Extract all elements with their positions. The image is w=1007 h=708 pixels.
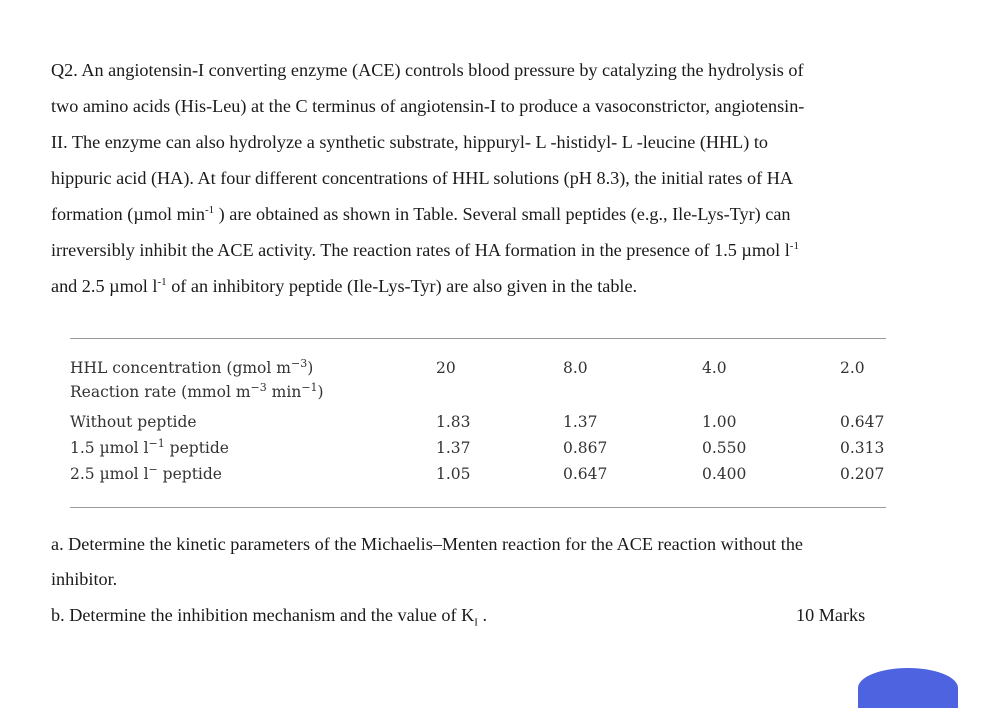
row-label bbox=[70, 413, 197, 431]
table-cell: 1.00 bbox=[702, 413, 737, 431]
table-cell: 1.83 bbox=[436, 413, 471, 431]
intro-line-6 bbox=[51, 232, 922, 268]
question-b-sub: I bbox=[474, 616, 478, 629]
table-row bbox=[70, 436, 886, 463]
header-label-a: HHL concentration (gmol m bbox=[70, 359, 291, 377]
data-table bbox=[70, 338, 886, 508]
table-cell: 1.37 bbox=[436, 439, 471, 457]
header-label bbox=[70, 356, 314, 377]
conc-cell: 2.0 bbox=[840, 359, 865, 377]
rate-label-a: Reaction rate (mmol m bbox=[70, 383, 251, 401]
question-b-end: . bbox=[477, 605, 488, 625]
table-row bbox=[70, 413, 886, 437]
row-label bbox=[70, 436, 229, 457]
table-cell: 0.647 bbox=[840, 413, 885, 431]
intro-line-7-a: and 2.5 µmol l bbox=[51, 276, 158, 296]
intro-line-6-sup: -1 bbox=[789, 239, 799, 252]
row-label-sup: − bbox=[148, 462, 158, 476]
marks-label: 10 Marks bbox=[796, 605, 866, 625]
question-a-line-1: a. Determine the kinetic parameters of the Michaelis–Menten reaction for the ACE reaction without the bbox=[51, 534, 803, 554]
floating-action-button[interactable] bbox=[858, 668, 958, 708]
row-label-b: peptide bbox=[164, 439, 229, 457]
rate-label-sup2: −1 bbox=[301, 380, 318, 394]
intro-line-2: two amino acids (His-Leu) at the C terminus of angiotensin-I to produce a vasoconstrictor, angiotensin- bbox=[51, 96, 805, 116]
intro-line-6-a: irreversibly inhibit the ACE activity. The reaction rates of HA formation in the presence of 1.5 µmol l bbox=[51, 240, 790, 260]
header-label-sup: −3 bbox=[290, 356, 308, 370]
rate-label-c: ) bbox=[317, 383, 324, 401]
header-label-b: ) bbox=[307, 359, 314, 377]
intro-line-4: hippuric acid (HA). At four different concentrations of HHL solutions (pH 8.3), the initial rates of HA bbox=[51, 168, 793, 188]
row-label-a: 2.5 µmol l bbox=[70, 465, 149, 483]
question-intro bbox=[51, 52, 922, 304]
table-cell: 0.207 bbox=[840, 465, 885, 483]
intro-line-5-sup: -1 bbox=[204, 203, 215, 216]
table-cell: 0.400 bbox=[702, 465, 747, 483]
row-label bbox=[70, 462, 222, 483]
table-cell: 1.05 bbox=[436, 465, 471, 483]
row-label-a: Without peptide bbox=[70, 413, 197, 431]
question-b-text: b. Determine the inhibition mechanism and the value of K bbox=[51, 605, 475, 625]
question-a-line-2: inhibitor. bbox=[51, 569, 118, 589]
table-cell: 0.313 bbox=[840, 439, 885, 457]
intro-line-5 bbox=[51, 196, 922, 232]
rate-label-row bbox=[70, 380, 886, 407]
question-b bbox=[51, 605, 487, 629]
conc-cell: 20 bbox=[436, 359, 456, 377]
conc-cell: 8.0 bbox=[563, 359, 588, 377]
intro-line-3: II. The enzyme can also hydrolyze a synthetic substrate, hippuryl- L -histidyl- L -leucine (HHL) to bbox=[51, 132, 769, 152]
row-label-b: peptide bbox=[157, 465, 222, 483]
intro-line-5-b: ) are obtained as shown in Table. Several small peptides (e.g., Ile-Lys-Tyr) can bbox=[214, 204, 791, 224]
table-cell: 0.550 bbox=[702, 439, 747, 457]
intro-line-7-sup: -1 bbox=[157, 275, 167, 288]
rate-label-sup1: −3 bbox=[250, 380, 267, 394]
table-cell: 0.867 bbox=[563, 439, 608, 457]
row-label-sup: −1 bbox=[148, 436, 165, 450]
conc-cell: 4.0 bbox=[702, 359, 727, 377]
intro-line-1: Q2. An angiotensin-I converting enzyme (ACE) controls blood pressure by catalyzing the hydrolysis of bbox=[51, 60, 804, 80]
table-row bbox=[70, 462, 886, 489]
table-header-row bbox=[70, 356, 886, 383]
row-label-a: 1.5 µmol l bbox=[70, 439, 149, 457]
intro-line-5-a: formation (µmol min bbox=[51, 204, 205, 224]
rate-label bbox=[70, 380, 324, 401]
intro-line-7 bbox=[51, 268, 922, 304]
table-cell: 1.37 bbox=[563, 413, 598, 431]
intro-line-7-b: of an inhibitory peptide (Ile-Lys-Tyr) are also given in the table. bbox=[166, 276, 638, 296]
table-cell: 0.647 bbox=[563, 465, 608, 483]
rate-label-b: min bbox=[266, 383, 302, 401]
